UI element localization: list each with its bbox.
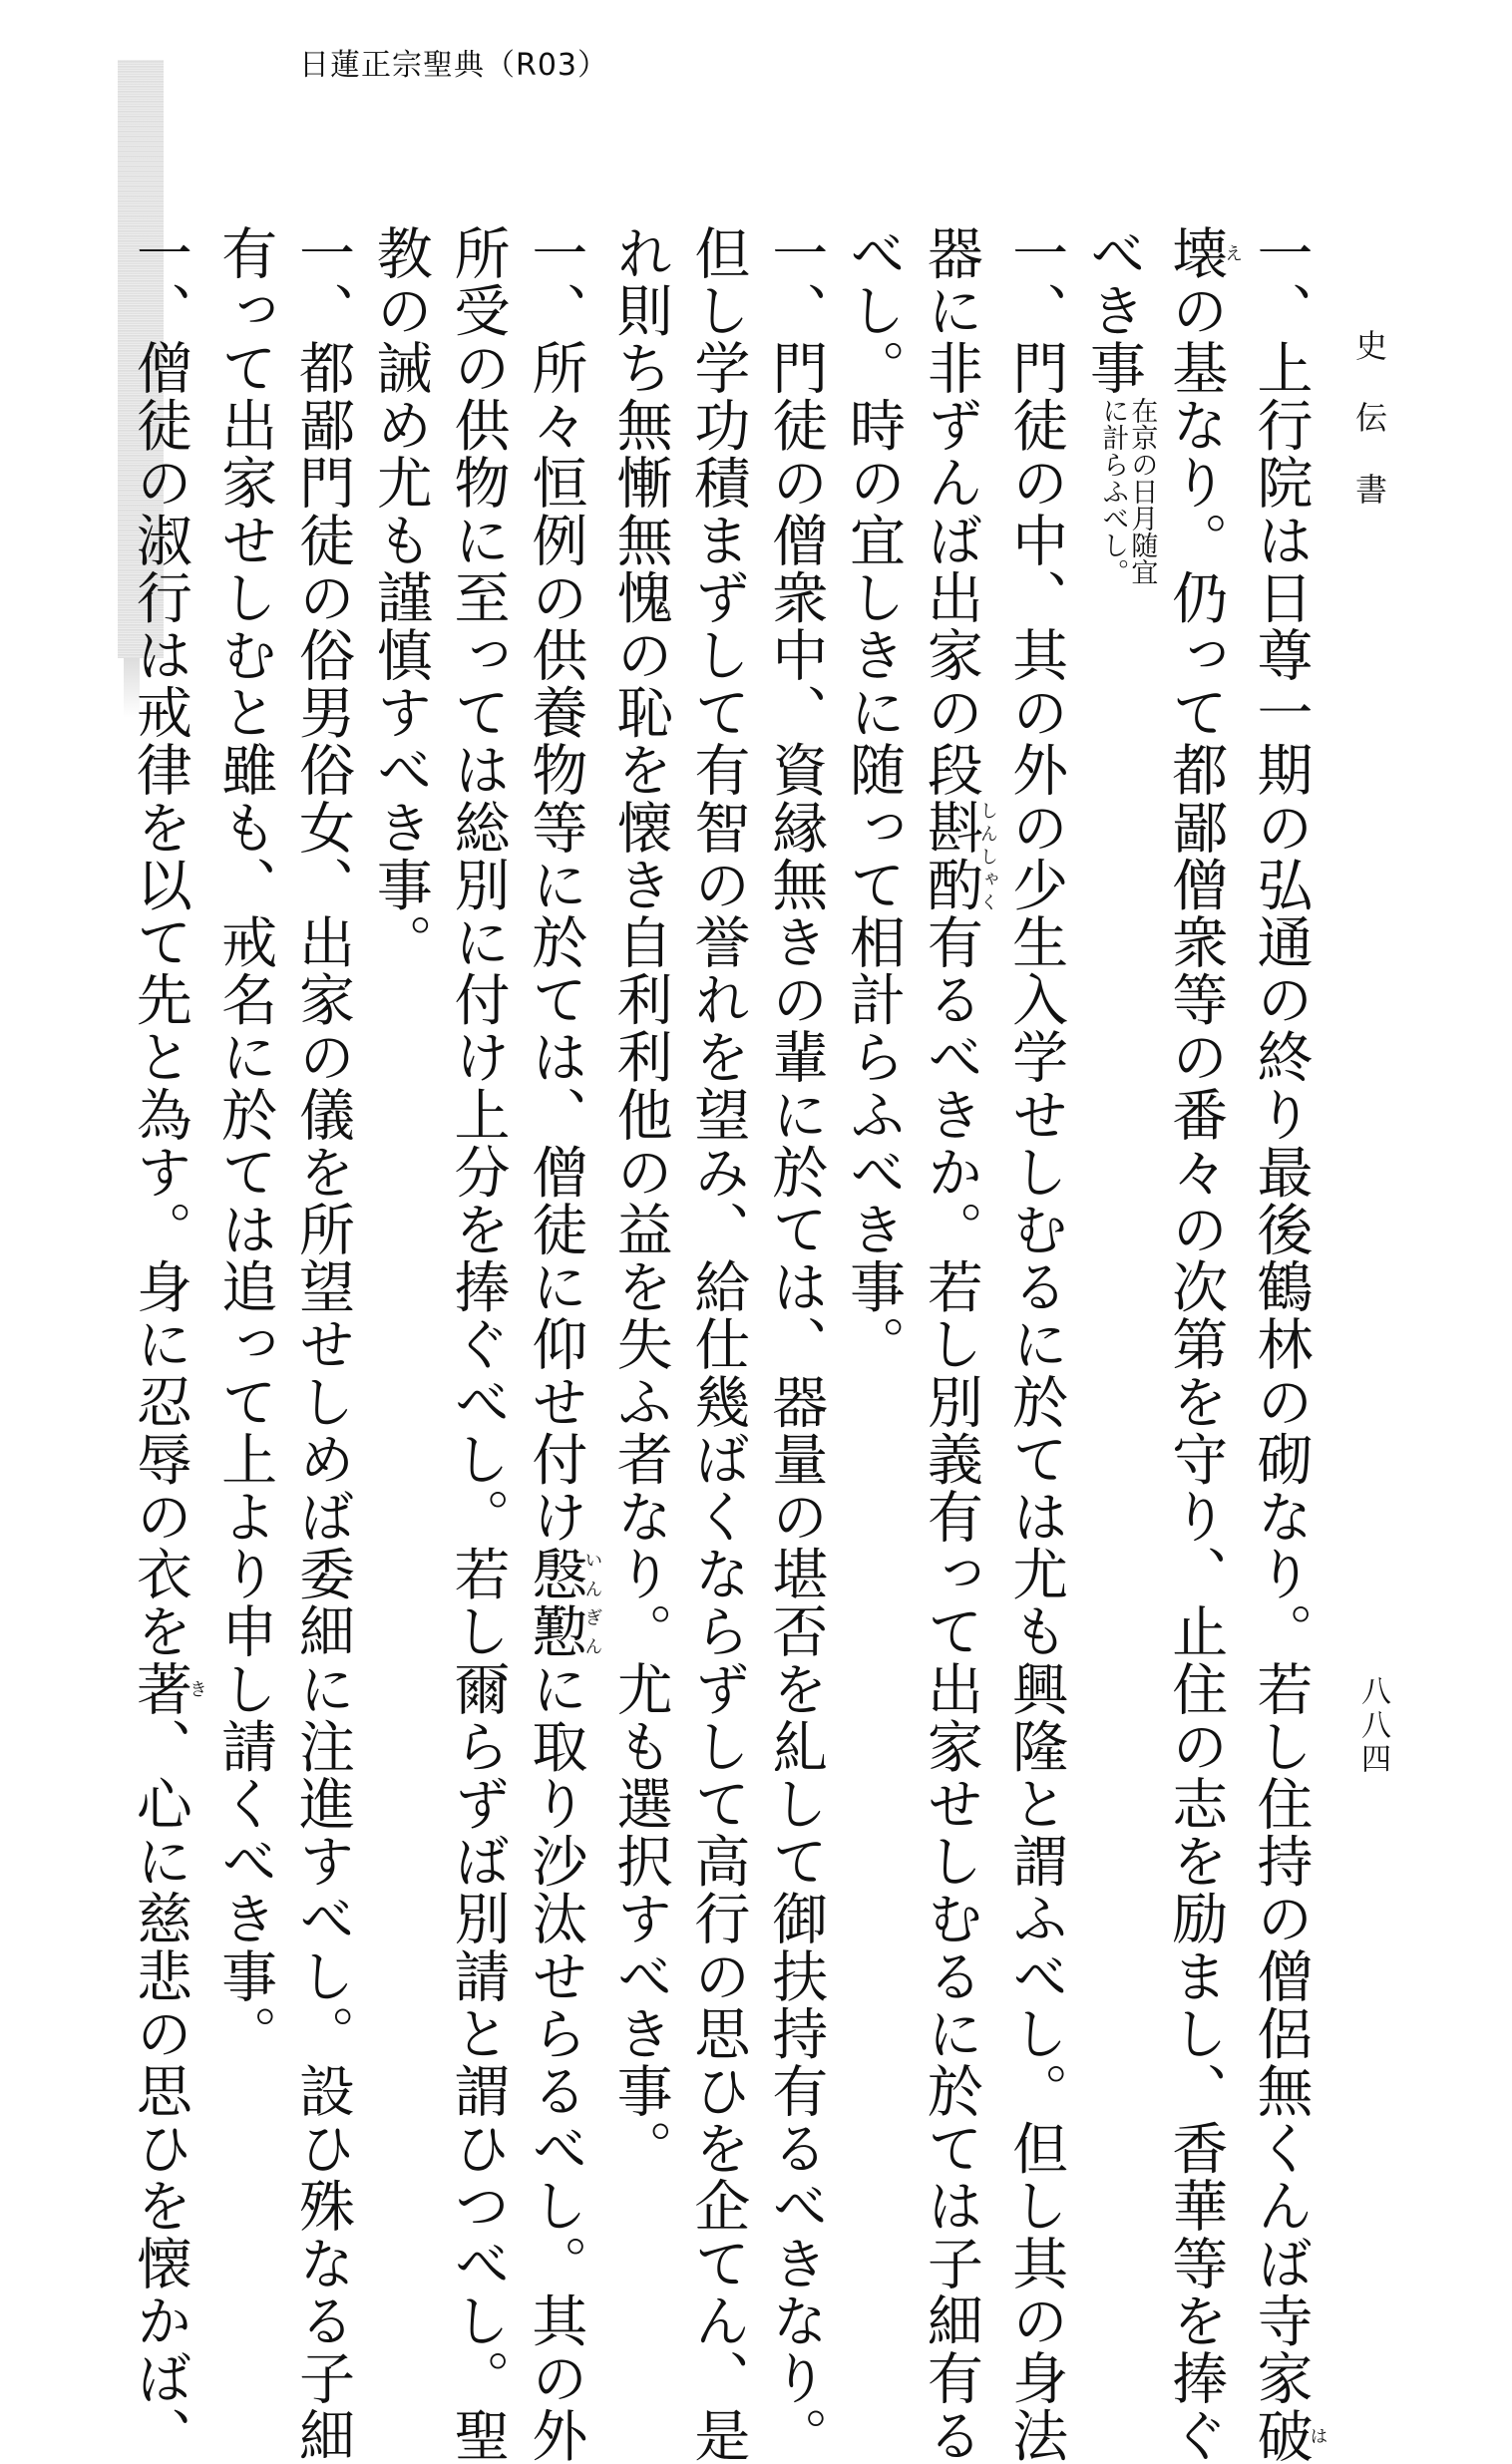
text-line: れ則ち無慚無愧の恥を懐き自利利他の益を失ふ者なり。尤も選択すべき事。 — [607, 224, 673, 2178]
ruby-annotation: 破は — [1248, 2406, 1328, 2464]
text-line: 一、都鄙門徒の俗男俗女、出家の儀を所望せしめば委細に注進すべし。設ひ殊なる子細 — [289, 224, 355, 2464]
text-line: 一、門徒の僧衆中、資縁無きの輩に於ては、器量の堪否を糺して御扶持有るべきなり。 — [763, 224, 829, 2464]
text-line: 教の誡め尤も謹慎すべき事。 — [367, 224, 433, 971]
inline-note: 在京の日月随宜 に計らふべし。 — [1097, 396, 1158, 585]
text-line: べし。時の宜しきに随って相計らふべき事。 — [841, 224, 907, 1373]
document-header-title: 日蓮正宗聖典（R03） — [299, 48, 609, 83]
text-line: 有って出家せしむと雖も、戒名に於ては追って上より申し請くべき事。 — [212, 224, 278, 2063]
text-line: 壊えの基なり。仍って都鄙僧衆等の番々の次第を守り、止住の志を励まし、香華等を捧ぐ — [1163, 224, 1244, 2464]
text-line: 一、所々恒例の供養物等に於ては、僧徒に仰せ付け慇懃いんぎんに取り沙汰せらるべし。其の外 — [523, 224, 603, 2464]
ruby-annotation: 壊え — [1163, 224, 1244, 282]
text-line: 一、上行院は日尊一期の弘通の終り最後鶴林の砌なり。若し住持の僧侶無くんば寺家破は — [1248, 224, 1328, 2464]
ruby-annotation: 慇懃いんぎん — [523, 1545, 603, 1661]
text-line: 一、僧徒の淑行は戒律を以て先と為す。身に忍辱の衣を著き、心に慈悲の思ひを懐かば、 — [127, 224, 207, 2464]
text-line: べき事 在京の日月随宜 に計らふべし。 — [1080, 224, 1158, 585]
text-line: 所受の供物に至っては総別に付け上分を捧ぐべし。若し爾らずば別請と謂ひつべし。聖 — [445, 224, 511, 2464]
text-line: 一、門徒の中、其の外の少生入学せしむるに於ては尤も興隆と謂ふべし。但し其の身法 — [1003, 224, 1069, 2464]
page-number: 八八四 — [1355, 1675, 1390, 1777]
body-text — [127, 224, 1328, 2464]
text-line: 但し学功積まずして有智の誉れを望み、給仕幾ばくならずして高行の思ひを企てん、是 — [685, 224, 751, 2464]
running-head: 史伝書 — [1350, 329, 1388, 544]
text-line: 器に非ずんば出家の段斟酌しんしゃく有るべきか。若し別義有って出家せしむるに於ては子細有る — [918, 224, 998, 2464]
ruby-annotation: 斟酌しんしゃく — [918, 799, 998, 914]
ruby-annotation: 著き — [127, 1660, 207, 1718]
